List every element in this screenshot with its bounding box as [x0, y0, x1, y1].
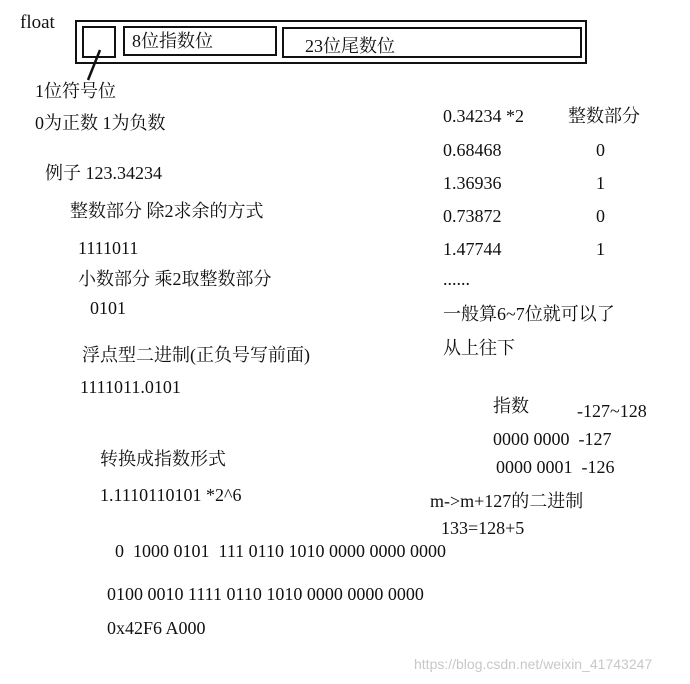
exponent-form-value: 1.1110110101 *2^6 [100, 485, 242, 505]
mult-row-right: 0 [596, 206, 605, 226]
mult-row-right: 1 [596, 173, 605, 193]
sign-bit-label: 1位符号位 [35, 81, 116, 101]
mult-row-right: 整数部分 [568, 106, 640, 126]
sign-note: 0为正数 1为负数 [35, 113, 166, 133]
example-value: 例子 123.34234 [45, 163, 162, 183]
exponent-range: -127~128 [577, 401, 647, 421]
bias-calculation: 133=128+5 [441, 518, 525, 538]
fraction-part-value: 0101 [90, 298, 126, 318]
mult-row-right: 0 [596, 140, 605, 160]
exponent-bits-label: 8位指数位 [132, 31, 213, 51]
bits-line-2: 0100 0010 1111 0110 1010 0000 0000 0000 [107, 584, 424, 604]
mult-ellipsis: ...... [443, 269, 470, 289]
mult-row-right: 1 [596, 239, 605, 259]
mult-row-left: 0.68468 [443, 140, 502, 160]
integer-part-title: 整数部分 除2求余的方式 [70, 201, 264, 221]
binary-title: 浮点型二进制(正负号写前面) [82, 345, 310, 365]
note-line-2: 从上往下 [443, 338, 515, 358]
mantissa-bits-label: 23位尾数位 [305, 36, 395, 56]
mult-row-left: 0.73872 [443, 206, 502, 226]
mult-row-left: 1.36936 [443, 173, 502, 193]
exponent-example-2: 0000 0001 -126 [496, 457, 615, 477]
note-line-1: 一般算6~7位就可以了 [443, 304, 615, 324]
watermark: https://blog.csdn.net/weixin_41743247 [414, 656, 653, 672]
fraction-part-title: 小数部分 乘2取整数部分 [78, 269, 272, 289]
bias-formula: m->m+127的二进制 [430, 491, 584, 511]
hex-value: 0x42F6 A000 [107, 618, 206, 638]
exponent-title: 指数 [493, 396, 529, 416]
exponent-example-1: 0000 0000 -127 [493, 429, 612, 449]
mult-row-left: 1.47744 [443, 239, 502, 259]
bits-line-1: 0 1000 0101 111 0110 1010 0000 0000 0000 [115, 541, 446, 561]
float-label: float [20, 12, 55, 33]
mult-row-left: 0.34234 *2 [443, 106, 524, 126]
binary-value: 1111011.0101 [80, 377, 181, 397]
exponent-form-title: 转换成指数形式 [100, 449, 226, 469]
integer-part-value: 1111011 [78, 238, 139, 258]
